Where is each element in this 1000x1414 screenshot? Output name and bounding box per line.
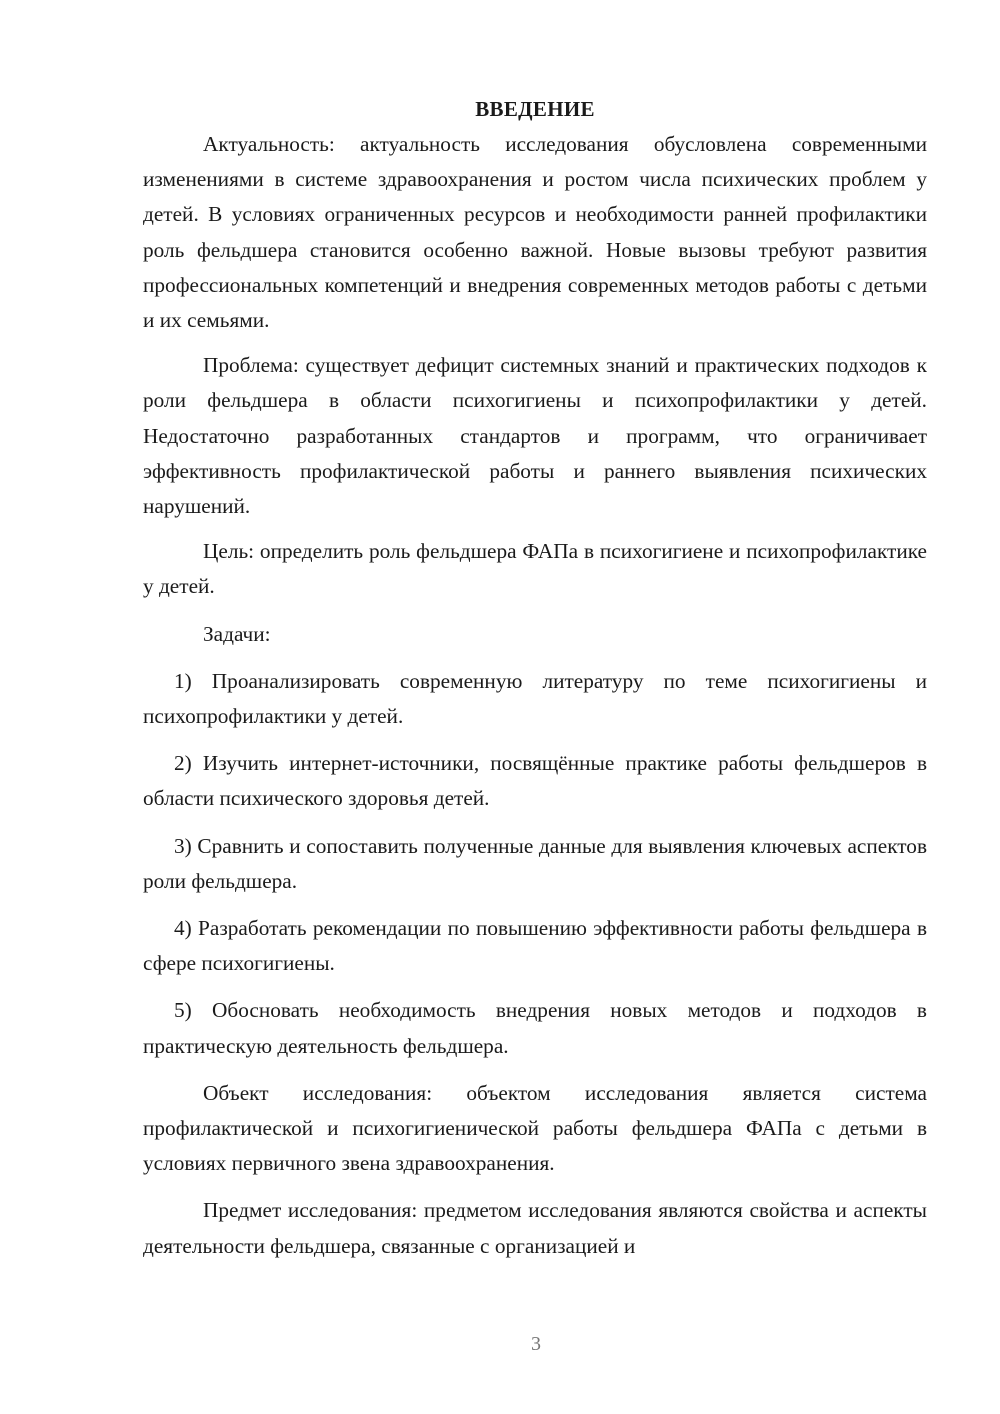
- tasks-heading: Задачи:: [203, 621, 271, 646]
- goal-paragraph: Цель: определить роль фельдшера ФАПа в психогигиене и психопрофилактике у детей.: [143, 539, 927, 599]
- page-number: 3: [531, 1333, 541, 1355]
- task-item-4: 4) Разработать рекомендации по повышению эффективности работы фельдшера в сфере психогигиены.: [143, 916, 927, 976]
- task-item-5: 5) Обосновать необходимость внедрения новых методов и подходов в практическую деятельность фельдшера.: [143, 998, 927, 1058]
- object-paragraph: Объект исследования: объектом исследования является система профилактической и психогигиенической работы фельдшера ФАПа с детьми в условиях первичного звена здравоохранения.: [143, 1080, 927, 1176]
- task-item-3: 3) Сравнить и сопоставить полученные данные для выявления ключевых аспектов роли фельдшера.: [143, 833, 927, 893]
- document-page: [143, 92, 927, 1264]
- task-item-2: 2) Изучить интернет-источники, посвящённые практике работы фельдшеров в области психического здоровья детей.: [143, 751, 927, 811]
- page-title: ВВЕДЕНИЕ: [475, 97, 595, 121]
- relevance-paragraph: Актуальность: актуальность исследования обусловлена современными изменениями в системе здравоохранения и ростом числа психических проблем у детей. В условиях ограниченных ресурсов и необходимости ранней профилактики роль фельдшера становится особенно важной. Новые вызовы требуют развития профессиональных компетенций и внедрения современных методов работы с детьми и их семьями.: [143, 132, 927, 333]
- subject-paragraph: Предмет исследования: предметом исследования являются свойства и аспекты деятельности фельдшера, связанные с организацией и: [143, 1198, 927, 1258]
- task-item-1: 1) Проанализировать современную литературу по теме психогигиены и психопрофилактики у детей.: [143, 668, 927, 729]
- problem-paragraph: Проблема: существует дефицит системных знаний и практических подходов к роли фельдшера в области психогигиены и психопрофилактики у детей. Недостаточно разработанных стандартов и программ, что ограничивает эффективность профилактической работы и раннего выявления психических нарушений.: [143, 353, 927, 519]
